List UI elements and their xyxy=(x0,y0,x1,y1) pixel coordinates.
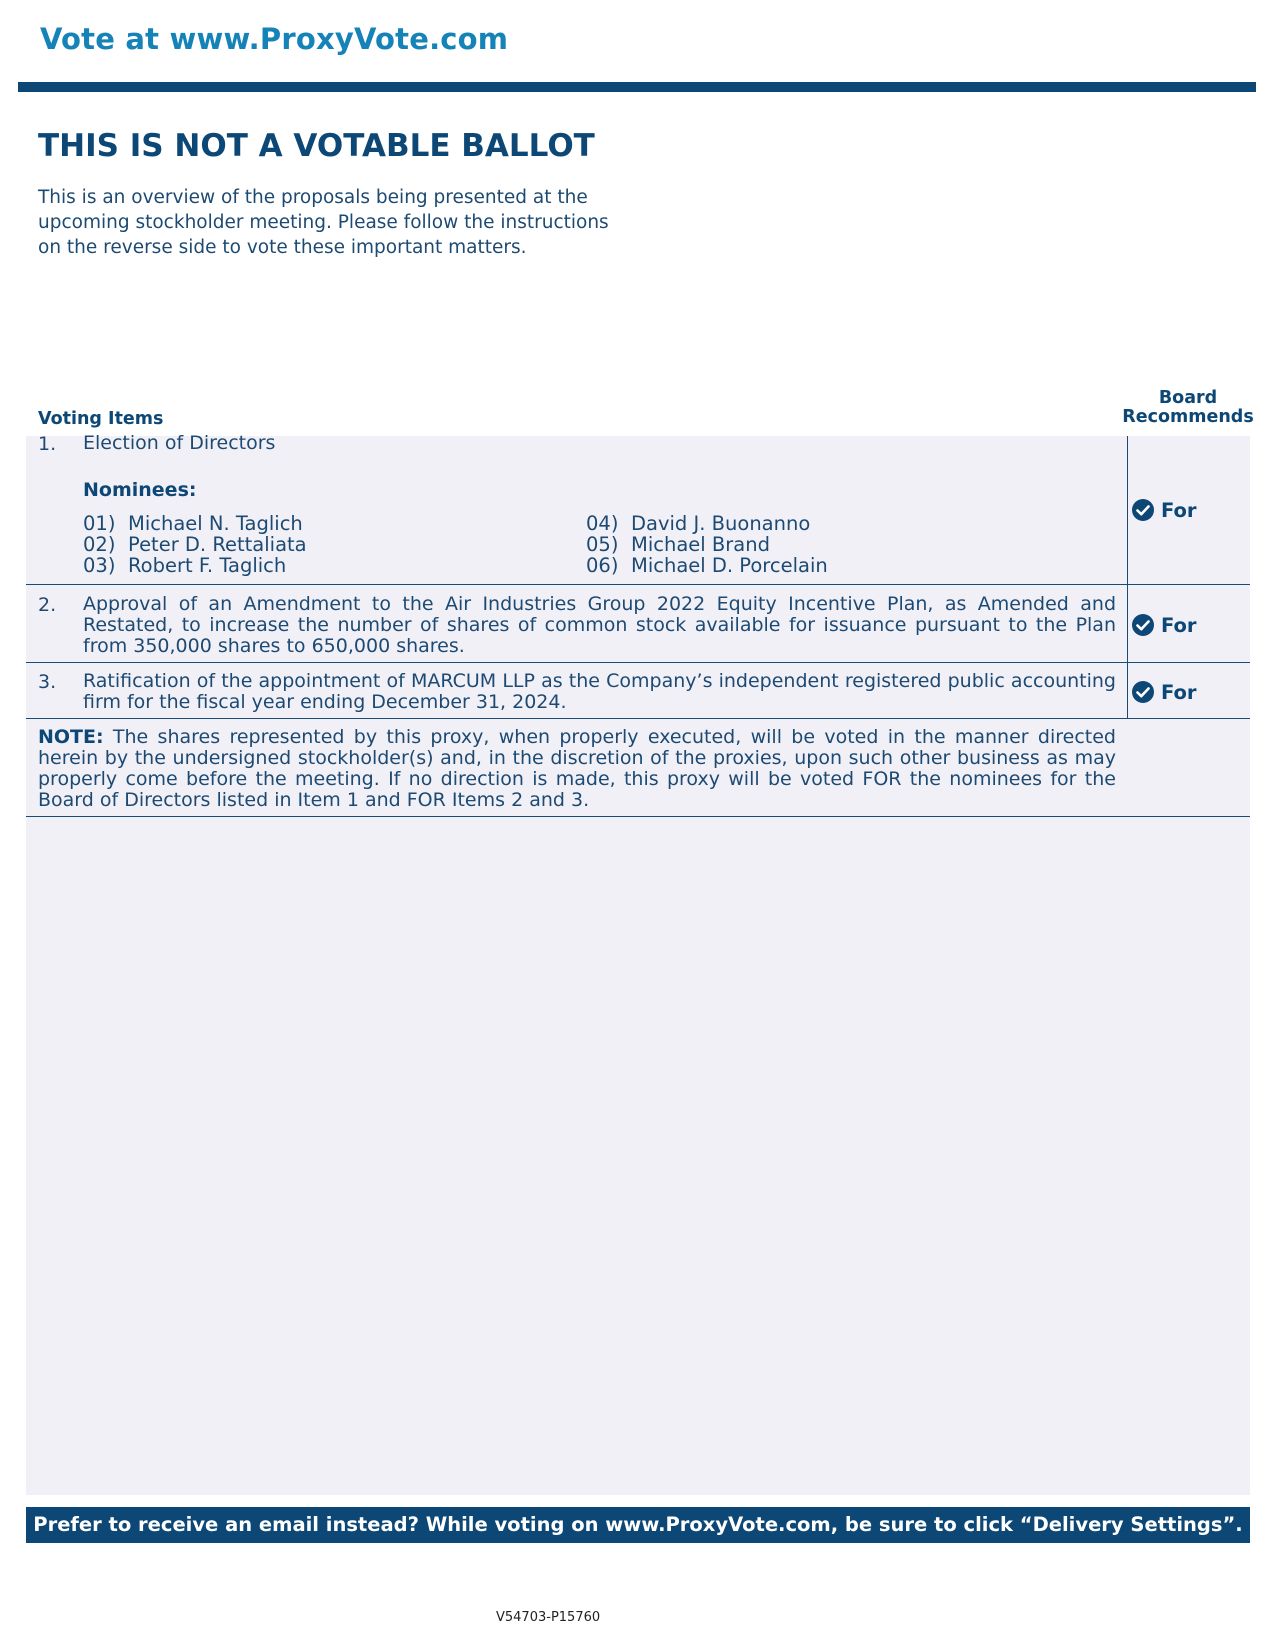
nominee-name: Michael N. Taglich xyxy=(128,512,303,535)
nominee-name: David J. Buonanno xyxy=(631,512,811,535)
nominee-name: Robert F. Taglich xyxy=(128,554,287,577)
nominee-name: Peter D. Rettaliata xyxy=(128,533,307,556)
nominee-number: 02) xyxy=(83,533,116,556)
item-2-recommendation xyxy=(1131,613,1197,637)
proxy-note xyxy=(38,727,1116,811)
item-divider xyxy=(26,662,1250,663)
recommendation-label: For xyxy=(1161,613,1197,637)
nominee-02 xyxy=(83,533,307,556)
note-text: The shares represented by this proxy, when properly executed, will be voted in the manner directed herein by the undersigned stockholder(s) and, in the discretion of the proxies, upon such other business as may properly come before the meeting. If no direction is made, this proxy will be voted FOR the nominees for the Board of Directors listed in Item 1 and FOR Items 2 and 3. xyxy=(38,726,1116,811)
check-circle-icon xyxy=(1131,498,1155,522)
nominee-number: 04) xyxy=(586,512,619,535)
board-header-line2: Recommends xyxy=(1122,407,1254,427)
nominee-01 xyxy=(83,512,303,535)
check-circle-icon xyxy=(1131,680,1155,704)
intro-text: This is an overview of the proposals being presented at the upcoming stockholder meeting. Please follow the instructions on the reverse side to vote these important matters. xyxy=(38,187,609,258)
note-divider xyxy=(26,816,1250,817)
check-circle-icon xyxy=(1131,613,1155,637)
item-1-recommendation xyxy=(1131,498,1197,522)
item-2-number: 2. xyxy=(38,594,57,616)
item-3-recommendation xyxy=(1131,680,1197,704)
document-code: V54703-P15760 xyxy=(496,1610,601,1625)
nominee-name: Michael D. Porcelain xyxy=(631,554,828,577)
item-2-text: Approval of an Amendment to the Air Industries Group 2022 Equity Incentive Plan, as Amended and Restated, to increase the number of shares of common stock available for issuance pursuant to the Plan from 350,000 shares to 650,000 shares. xyxy=(83,593,1116,657)
nominee-03 xyxy=(83,554,286,577)
recommendation-label: For xyxy=(1161,498,1197,522)
recommendation-column-divider xyxy=(1127,436,1128,719)
nominee-05 xyxy=(586,533,770,556)
item-divider xyxy=(26,584,1250,585)
delivery-settings-banner: Prefer to receive an email instead? While voting on www.ProxyVote.com, be sure to click “Delivery Settings”. xyxy=(26,1507,1250,1543)
page-title: THIS IS NOT A VOTABLE BALLOT xyxy=(38,128,595,164)
item-1-text: Election of Directors xyxy=(83,432,276,454)
nominee-06 xyxy=(586,554,828,577)
nominees-label: Nominees: xyxy=(83,479,197,501)
item-3-text: Ratification of the appointment of MARCUM LLP as the Company’s independent registered public accounting firm for the fiscal year ending December 31, 2024. xyxy=(83,670,1116,713)
nominee-number: 05) xyxy=(586,533,619,556)
recommendation-label: For xyxy=(1161,680,1197,704)
voting-items-header: Voting Items xyxy=(38,409,164,429)
note-label: NOTE: xyxy=(38,726,104,748)
nominee-number: 03) xyxy=(83,554,116,577)
board-header-line1: Board xyxy=(1158,388,1218,408)
item-1-number: 1. xyxy=(38,433,57,455)
item-3-number: 3. xyxy=(38,671,57,693)
nominee-number: 01) xyxy=(83,512,116,535)
header-rule xyxy=(18,82,1256,92)
nominee-name: Michael Brand xyxy=(631,533,770,556)
item-divider xyxy=(26,718,1250,719)
proxyvote-header-link[interactable]: Vote at www.ProxyVote.com xyxy=(40,22,509,56)
board-recommends-header xyxy=(1118,389,1258,427)
nominee-04 xyxy=(586,512,810,535)
nominee-number: 06) xyxy=(586,554,619,577)
